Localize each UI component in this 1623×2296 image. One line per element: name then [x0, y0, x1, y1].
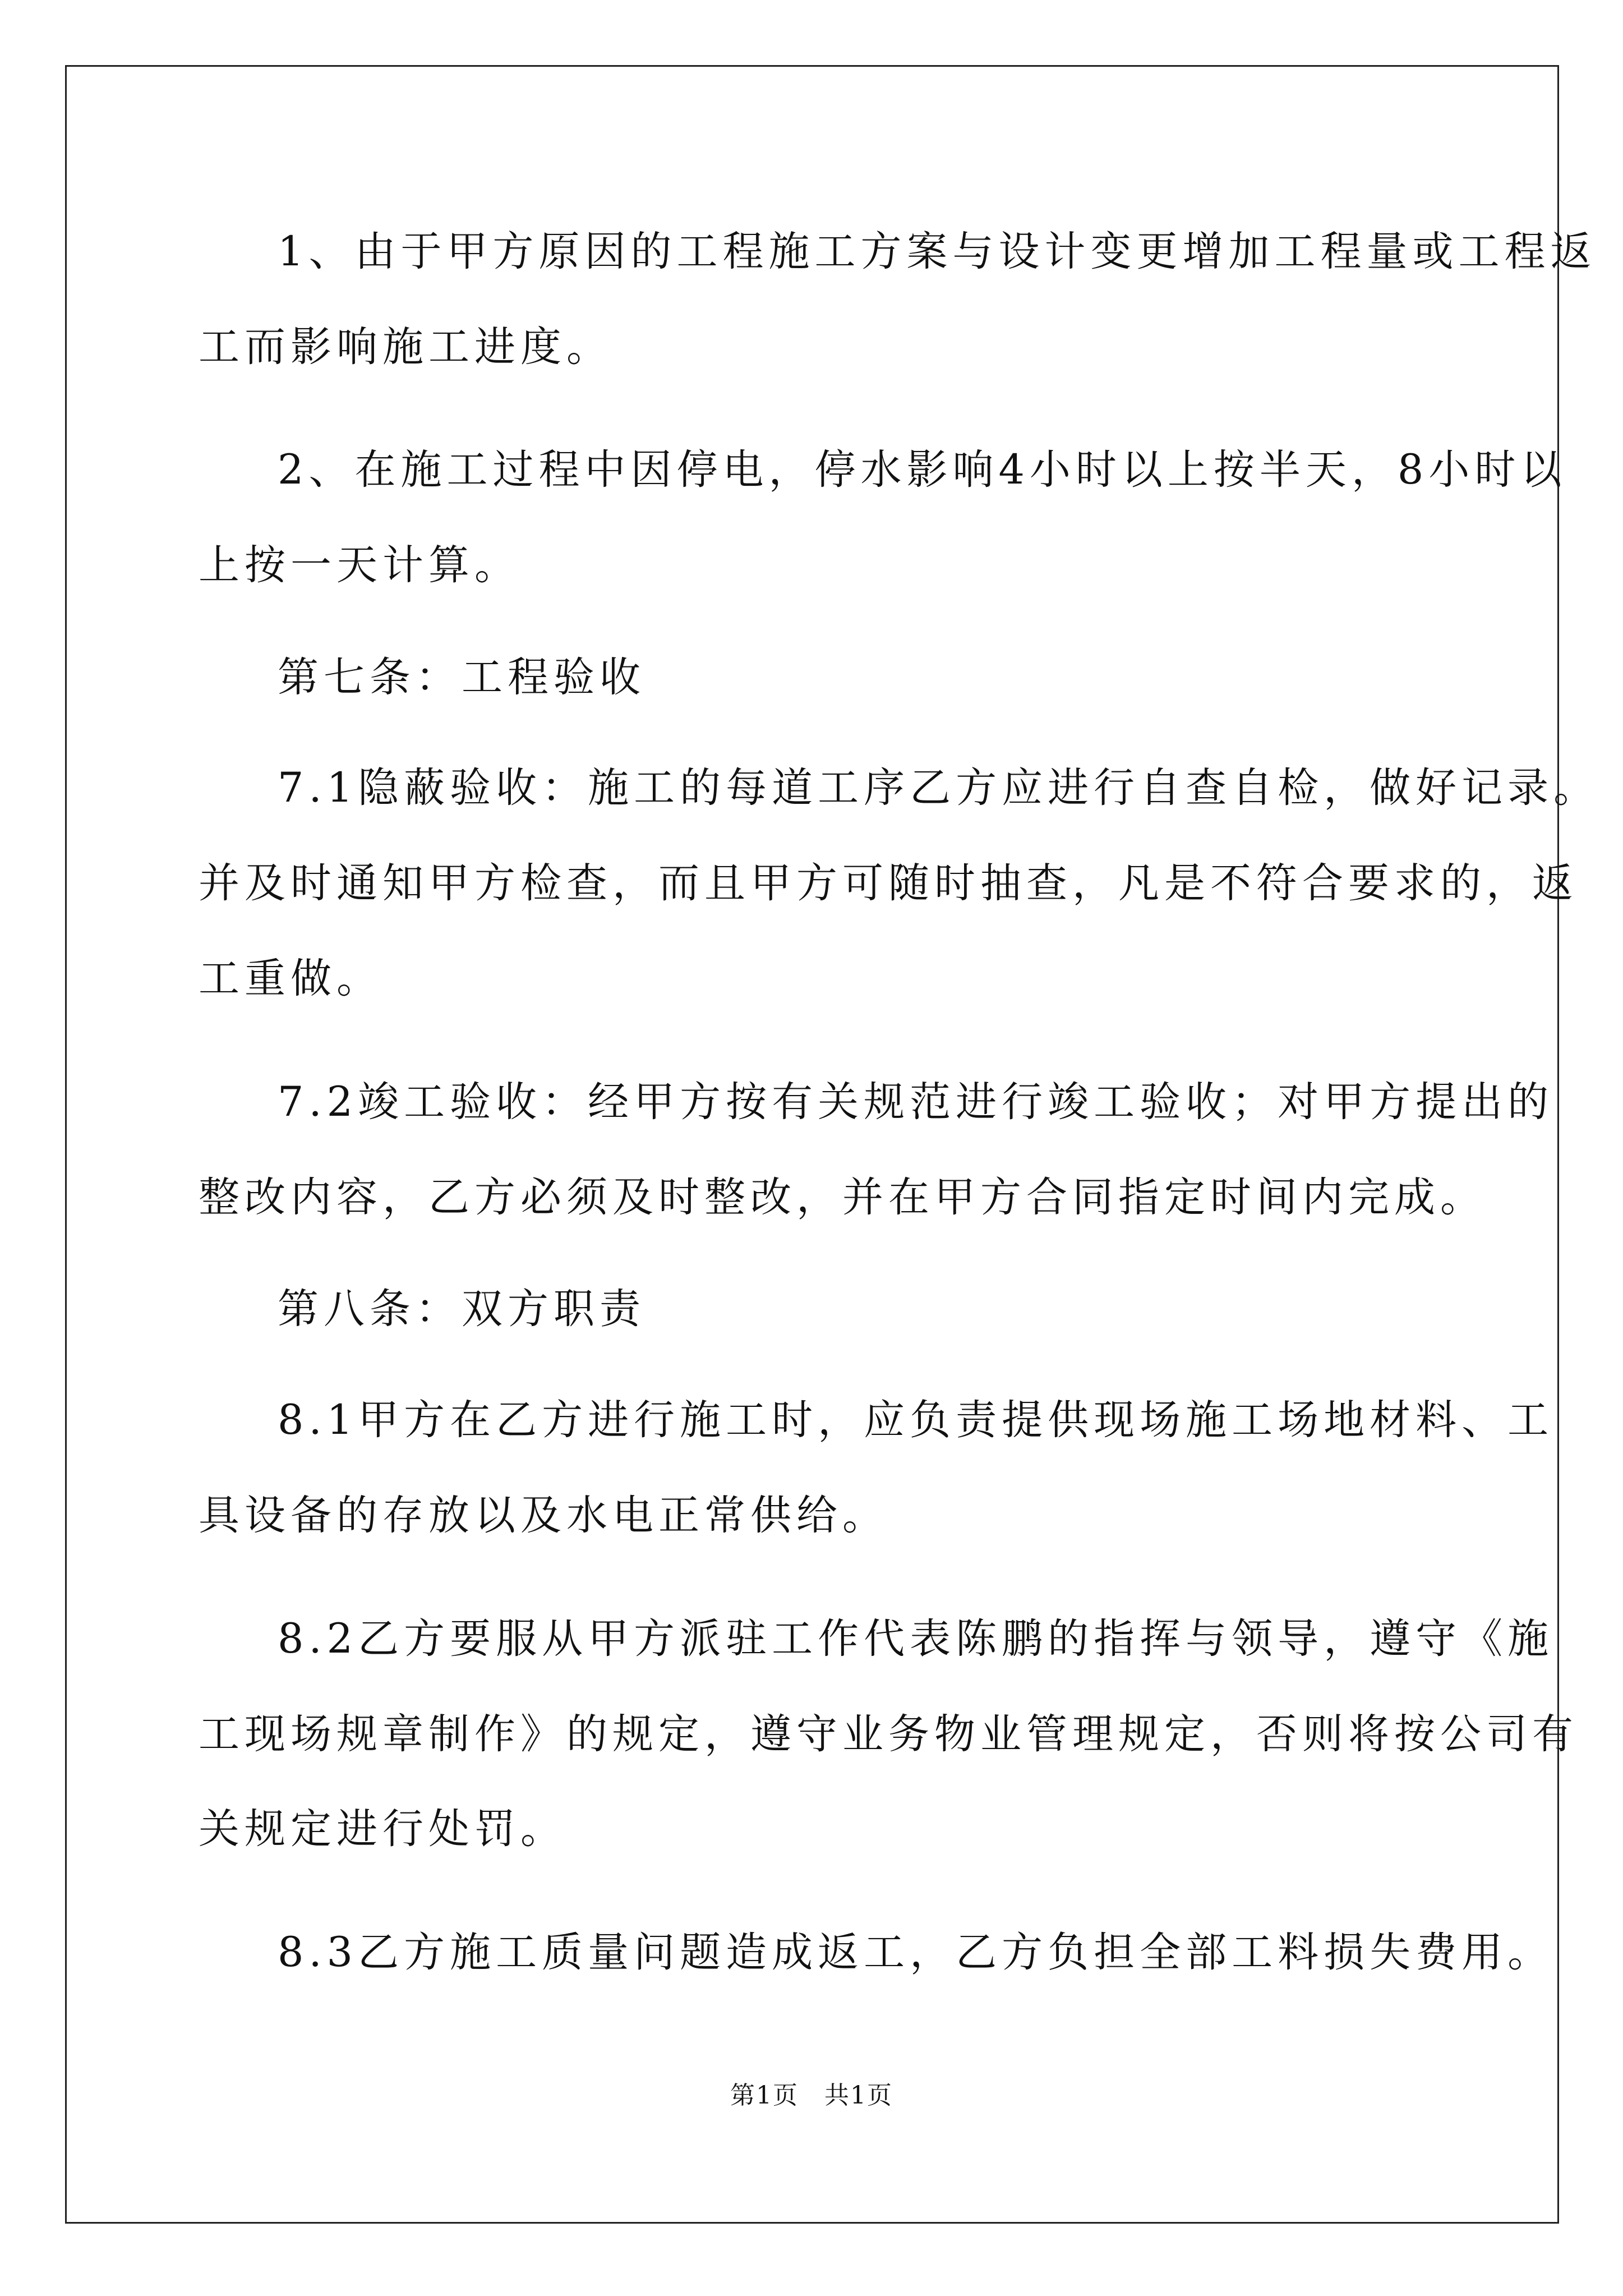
paragraph-8-2-line-1: 8.2乙方要服从甲方派驻工作代表陈鹏的指挥与领导，遵守《施: [278, 1615, 1554, 1663]
paragraph-7-1-line-3: 工重做。: [199, 955, 382, 1002]
paragraph-8-2-line-2: 工现场规章制作》的规定，遵守业务物业管理规定，否则将按公司有: [199, 1710, 1578, 1758]
paragraph-2-line-1: 2、在施工过程中因停电，停水影响4小时以上按半天，8小时以: [278, 446, 1567, 494]
paragraph-8-1-line-2: 具设备的存放以及水电正常供给。: [199, 1492, 888, 1539]
paragraph-2-line-2: 上按一天计算。: [199, 541, 520, 589]
section-heading-8: 第八条：双方职责: [278, 1285, 645, 1333]
paragraph-7-2-line-2: 整改内容，乙方必须及时整改，并在甲方合同指定时间内完成。: [199, 1174, 1486, 1221]
paragraph-8-1-line-1: 8.1甲方在乙方进行施工时，应负责提供现场施工场地材料、工: [278, 1396, 1554, 1444]
paragraph-8-2-line-3: 关规定进行处罚。: [199, 1805, 566, 1853]
paragraph-7-1-line-1: 7.1隐蔽验收：施工的每道工序乙方应进行自查自检，做好记录。: [278, 764, 1600, 812]
paragraph-1-line-1: 1、由于甲方原因的工程施工方案与设计变更增加工程量或工程返: [278, 228, 1597, 275]
paragraph-7-2-line-1: 7.2竣工验收：经甲方按有关规范进行竣工验收；对甲方提出的: [278, 1078, 1554, 1126]
section-heading-7: 第七条：工程验收: [278, 654, 645, 701]
paragraph-7-1-line-2: 并及时通知甲方检查，而且甲方可随时抽查，凡是不符合要求的，返: [199, 859, 1578, 907]
paragraph-8-3-line-1: 8.3乙方施工质量问题造成返工，乙方负担全部工料损失费用。: [278, 1929, 1554, 1976]
page-number-footer: 第1页 共1页: [730, 2081, 893, 2110]
page-border: [65, 65, 1559, 2224]
paragraph-1-line-2: 工而影响施工进度。: [199, 323, 612, 371]
